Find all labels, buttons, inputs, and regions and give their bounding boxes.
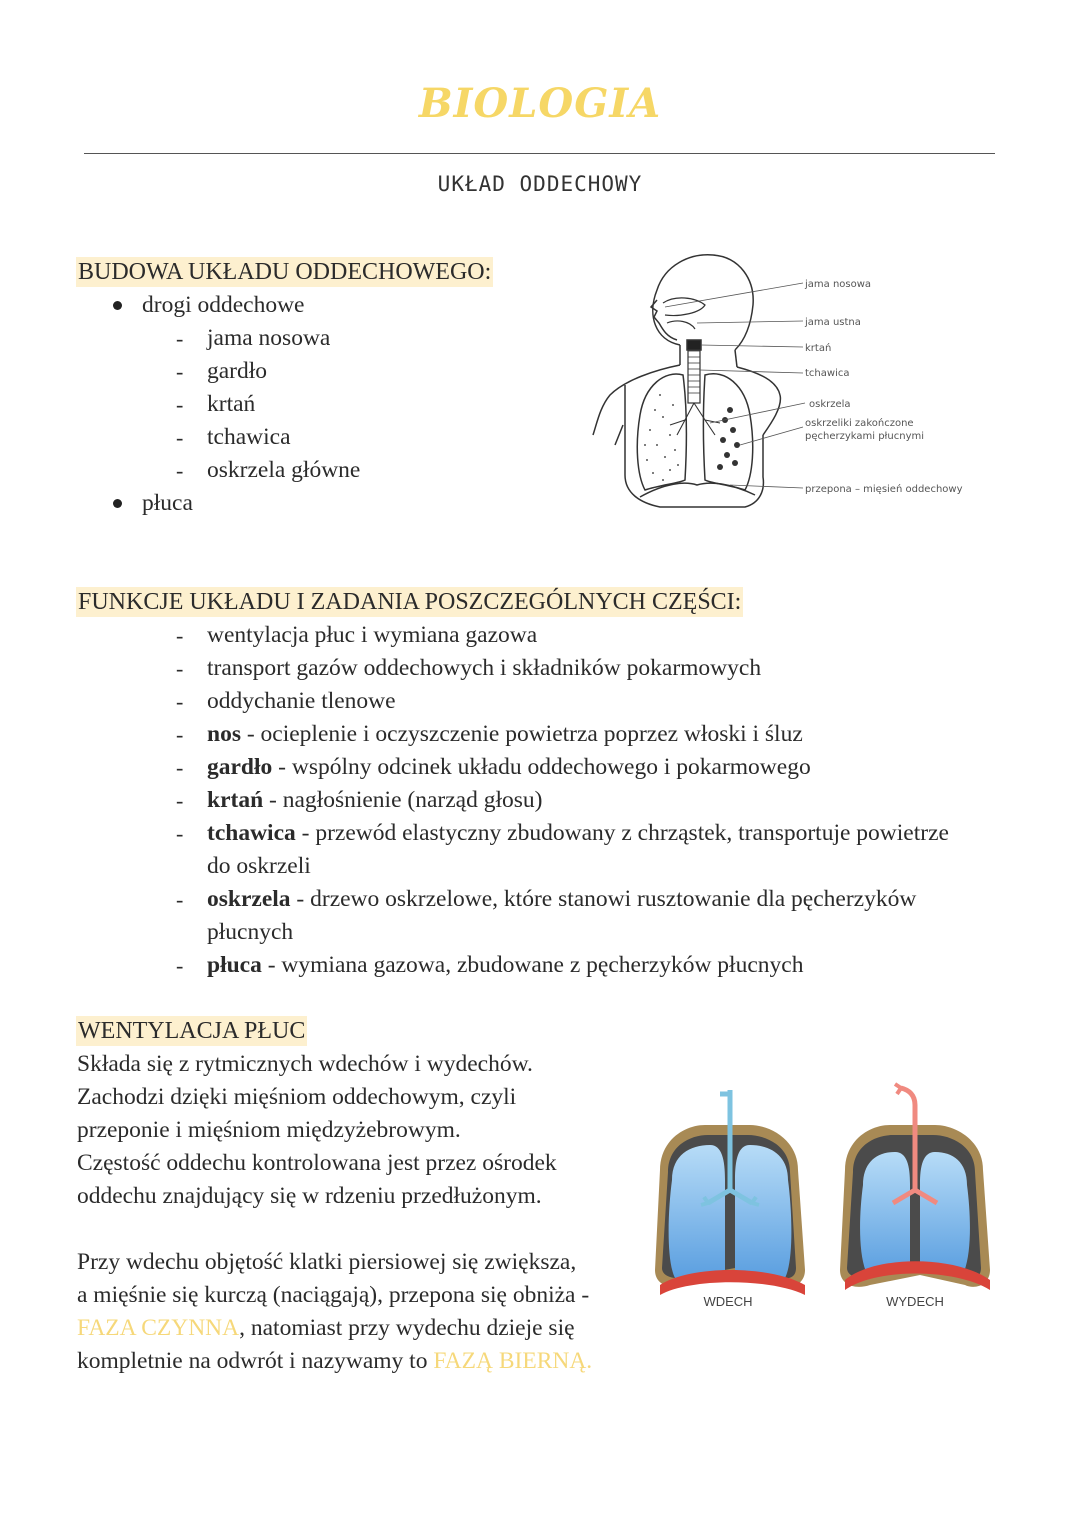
section-heading-structure: BUDOWA UKŁADU ODDECHOWEGO: [78,259,492,285]
diagram-label: tchawica [805,368,850,379]
list-item: gardło - wspólny odcinek układu oddechowego i pokarmowego [207,754,811,780]
dash-icon: - [176,887,184,912]
diagram-label: oskrzela [809,399,851,410]
dash-icon: - [176,458,184,483]
inhale-diagram [655,1090,805,1309]
list-item: płuca [142,490,193,516]
list-item-continuation: płucnych [207,919,294,945]
paragraph-line: kompletnie na odwrót i nazywamy to FAZĄ BIERNĄ. [77,1348,593,1374]
bullet-icon [113,301,122,310]
dash-icon: - [176,722,184,747]
dash-icon: - [176,821,184,846]
dash-icon: - [176,689,184,714]
paragraph-line: Przy wdechu objętość klatki piersiowej się zwiększa, [77,1249,577,1275]
dash-icon: - [176,656,184,681]
paragraph-line: oddechu znajdujący się w rdzeniu przedłużonym. [77,1183,542,1209]
list-item-continuation: do oskrzeli [207,853,311,879]
dash-icon: - [176,326,184,351]
list-item: jama nosowa [207,325,331,351]
paragraph-line: a mięśnie się kurczą (naciągają), przepona się obniża - [77,1282,590,1308]
section-heading-ventilation: WENTYLACJA PŁUC [78,1018,306,1044]
diagram-label: jama ustna [805,317,861,328]
list-item: gardło [207,358,268,384]
section-heading-functions: FUNKCJE UKŁADU I ZADANIA POSZCZEGÓLNYCH CZĘŚCI: [78,589,742,615]
exhale-label: WYDECH [886,1294,944,1309]
dash-icon: - [176,953,184,978]
list-item: tchawica [207,424,291,450]
diagram-label: przepona – mięsień oddechowy [805,484,963,495]
list-item: krtań [207,391,256,417]
page-subtitle: UKŁAD ODDECHOWY [437,172,643,196]
dash-icon: - [176,425,184,450]
diagram-label: pęcherzykami płucnymi [805,431,925,442]
list-item: wentylacja płuc i wymiana gazowa [207,622,538,648]
list-item: nos - ocieplenie i oczyszczenie powietrza poprzez włoski i śluz [207,721,803,747]
header-divider [84,153,995,154]
paragraph-line: Składa się z rytmicznych wdechów i wydechów. [77,1051,533,1077]
exhale-diagram [840,1084,990,1309]
dash-icon: - [176,392,184,417]
page-title: BIOLOGIA [418,80,662,127]
diagram-label: oskrzeliki zakończone [805,418,914,429]
dash-icon: - [176,755,184,780]
list-item: oddychanie tlenowe [207,688,396,714]
dash-icon: - [176,359,184,384]
phase-passive-highlight: FAZĄ BIERNĄ. [433,1348,593,1374]
diagram-label: jama nosowa [805,279,872,290]
list-item: krtań - nagłośnienie (narząd głosu) [207,787,543,813]
paragraph-line: przeponie i mięśniom międzyżebrowym. [77,1117,461,1143]
diagram-label: krtań [805,343,832,354]
respiratory-system-diagram [585,245,985,515]
list-item: transport gazów oddechowych i składników pokarmowych [207,655,762,681]
paragraph-line: FAZA CZYNNA, natomiast przy wydechu dzieje się [77,1315,575,1341]
list-item: drogi oddechowe [142,292,305,318]
dash-icon: - [176,623,184,648]
bullet-icon [113,499,122,508]
breathing-phases-illustration [640,1080,990,1320]
list-item: oskrzela główne [207,457,361,483]
phase-active-highlight: FAZA CZYNNA [77,1315,240,1341]
list-item: oskrzela - drzewo oskrzelowe, które stanowi rusztowanie dla pęcherzyków [207,886,917,912]
list-item: płuca - wymiana gazowa, zbudowane z pęcherzyków płucnych [207,952,804,978]
paragraph-line: Częstość oddechu kontrolowana jest przez ośrodek [77,1150,557,1176]
dash-icon: - [176,788,184,813]
paragraph-line: Zachodzi dzięki mięśniom oddechowym, czyli [77,1084,517,1110]
list-item: tchawica - przewód elastyczny zbudowany z chrząstek, transportuje powietrze [207,820,949,846]
inhale-label: WDECH [703,1294,753,1309]
